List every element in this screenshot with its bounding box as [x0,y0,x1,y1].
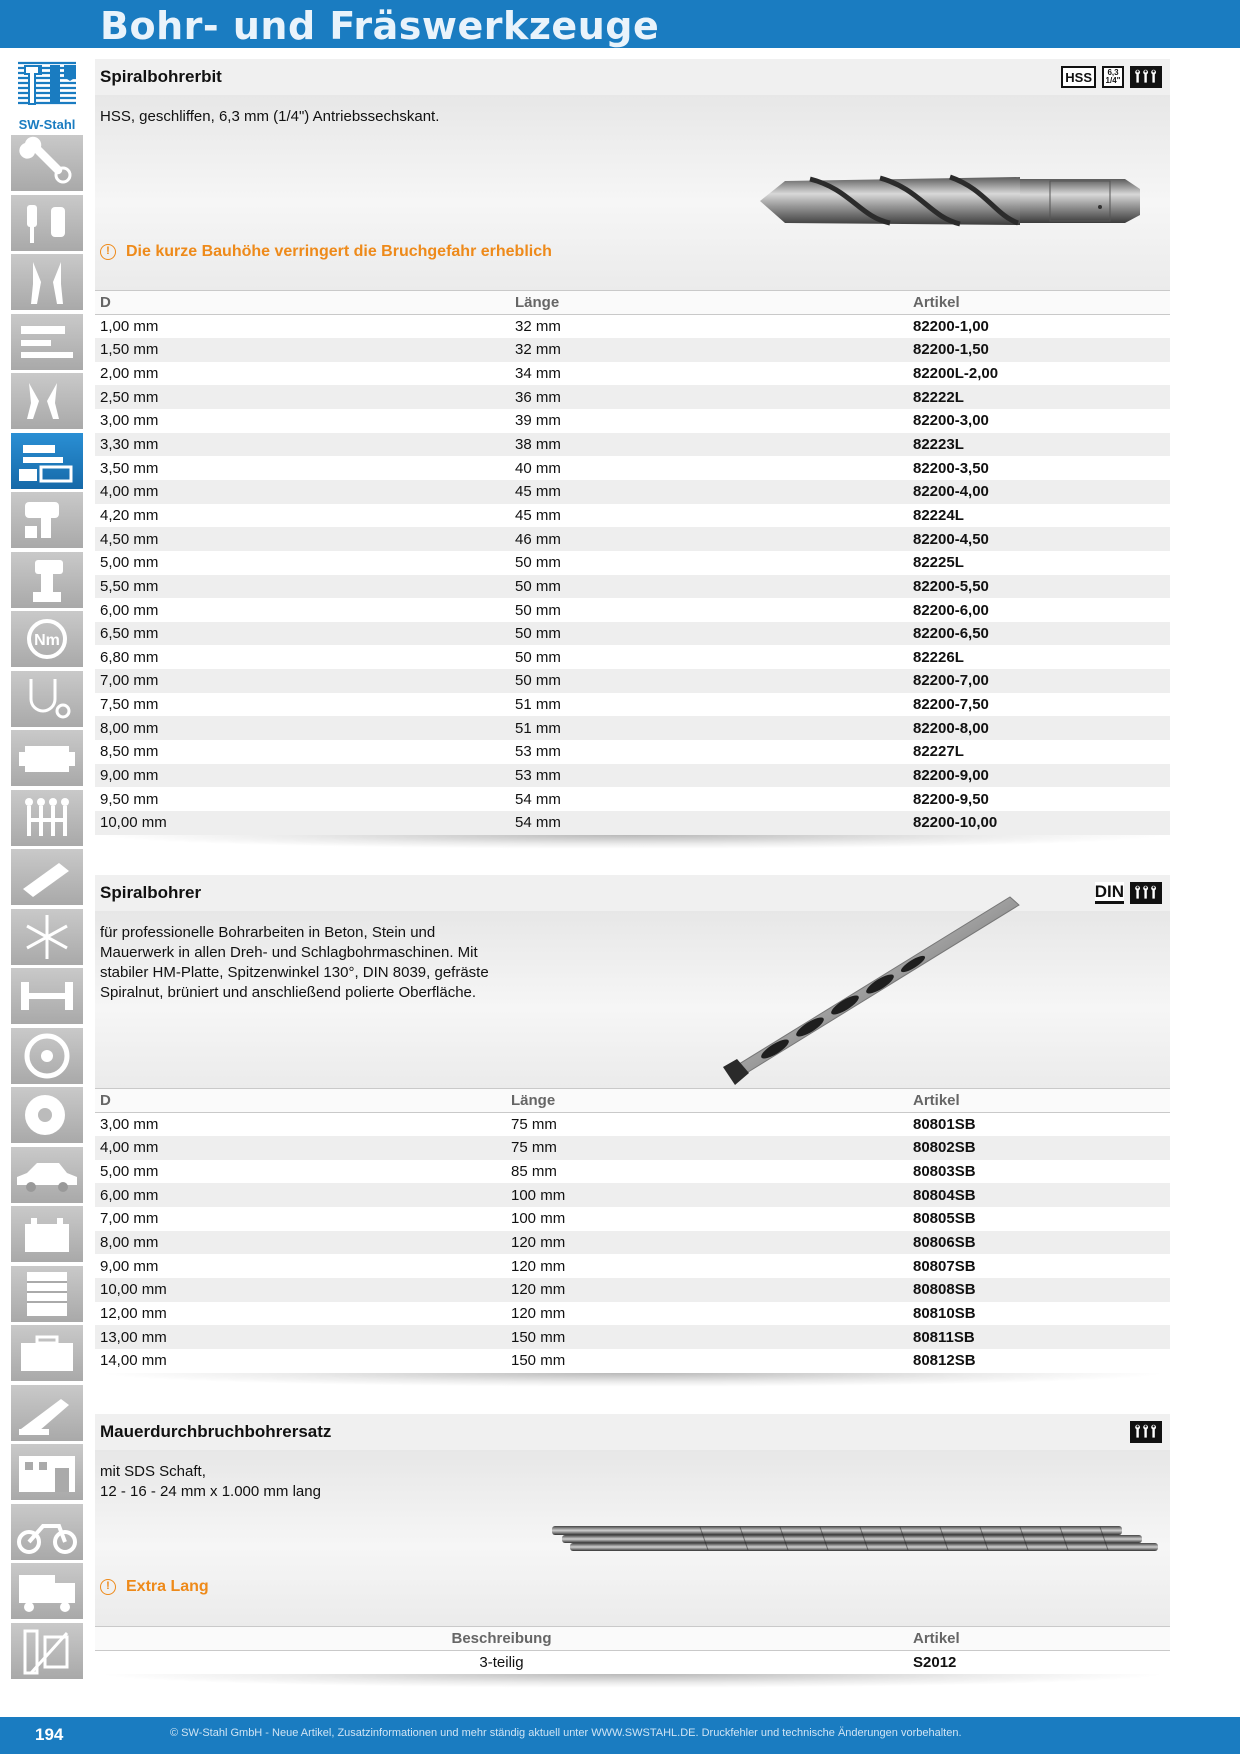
sidebar-item-tool-cabinet[interactable] [11,1266,83,1322]
engine-icon [11,730,83,786]
table-cell: 36 mm [510,385,908,409]
table-cell: 4,20 mm [95,504,510,528]
masonry-drill-image [715,889,1035,1089]
description-line-2: 12 - 16 - 24 mm x 1.000 mm lang [100,1483,321,1500]
sidebar-item-motorcycle[interactable] [11,1504,83,1560]
table-cell: 75 mm [506,1113,908,1137]
article-number-cell: 80803SB [908,1160,1170,1184]
table-cell: 1,50 mm [95,338,510,362]
table-cell: 7,00 mm [95,669,510,693]
column-header-artikel: Artikel [908,291,1170,315]
article-number-cell: 82200-10,00 [908,811,1170,835]
section-body [95,95,1170,290]
article-number-cell: 82200-9,50 [908,787,1170,811]
table-cell: 34 mm [510,362,908,386]
article-number-cell: 80811SB [908,1325,1170,1349]
table-cell: 40 mm [510,456,908,480]
exhaust-icon [11,849,83,905]
article-number-cell: 82222L [908,385,1170,409]
special-tools-icon [11,1623,83,1679]
sidebar-item-screwdriver[interactable] [11,195,83,251]
table-cell: 100 mm [506,1183,908,1207]
page-header [0,0,1240,48]
article-number-cell: 82200-1,00 [908,315,1170,339]
product-description: HSS, geschliffen, 6,3 mm (1/4") Antriebssechskant. [100,108,440,125]
section-badges [1095,882,1162,904]
table-row [95,1302,1170,1326]
product-description: für professionelle Bohrarbeiten in Beton, Stein und Mauerwerk in allen Dreh- und Schlagbohrmaschinen. Mit stabiler HM-Platte, Spitzenwinkel 130°, DIN 8039, gefräste Spiralnut, brüniert und anschließend polierte Oberfläche. [100,924,489,1001]
table-cell: 5,00 mm [95,1160,506,1184]
table-cell: 9,50 mm [95,787,510,811]
sidebar-item-engine[interactable] [11,730,83,786]
table-row [95,1651,1170,1675]
article-number-cell: 82200-1,50 [908,338,1170,362]
table-cell: 32 mm [510,315,908,339]
info-note [100,243,552,261]
page-title: Bohr- und Fräswerkzeuge [100,4,660,48]
table-cell: 46 mm [510,527,908,551]
table-cell: 51 mm [510,716,908,740]
table-row [95,1113,1170,1137]
table-row [95,385,1170,409]
sidebar-item-exhaust[interactable] [11,849,83,905]
professional-tools-icon [1130,1421,1162,1443]
table-row [95,740,1170,764]
table-cell: 1,00 mm [95,315,510,339]
table-cell: 120 mm [506,1254,908,1278]
motorcycle-icon [11,1504,83,1560]
column-header-laenge: Länge [506,1089,908,1113]
table-row [95,527,1170,551]
drill-bits-icon [11,433,83,489]
sidebar-item-car-jack[interactable] [11,1385,83,1441]
sidebar-item-drill-bits[interactable] [11,433,83,489]
table-cell: 4,50 mm [95,527,510,551]
article-number-cell: 80810SB [908,1302,1170,1326]
pliers-icon [11,254,83,310]
tool-cabinet-icon [11,1266,83,1322]
hammer-icon [11,314,83,370]
article-number-cell: 80805SB [908,1207,1170,1231]
table-cell: 14,00 mm [95,1349,506,1373]
article-number-cell: 80807SB [908,1254,1170,1278]
section-shadow [95,835,1170,849]
table-row [95,1325,1170,1349]
table-cell: 120 mm [506,1302,908,1326]
table-cell: 45 mm [510,504,908,528]
hss-badge [1061,66,1096,88]
article-number-cell: 82200L-2,00 [908,362,1170,386]
table-cell: 120 mm [506,1231,908,1255]
page-number: 194 [35,1725,64,1744]
table-cell: 75 mm [506,1136,908,1160]
sidebar-item-battery[interactable] [11,1206,83,1262]
table-cell: 54 mm [510,811,908,835]
table-row [95,622,1170,646]
workshop-icon [11,1444,83,1500]
table-cell: 50 mm [510,645,908,669]
sidebar-item-toolbox[interactable] [11,1325,83,1381]
table-cell: 10,00 mm [95,1278,506,1302]
article-number-cell: S2012 [908,1651,1170,1675]
table-cell: 50 mm [510,551,908,575]
sidebar-item-wrench[interactable] [11,135,83,191]
article-number-cell: 82200-3,00 [908,409,1170,433]
table-row [95,456,1170,480]
section-badges [1061,66,1162,88]
table-cell: 3,30 mm [95,433,510,457]
professional-tools-icon [1130,882,1162,904]
description-line-1: mit SDS Schaft, [100,1463,206,1480]
article-number-cell: 82200-4,00 [908,480,1170,504]
table-row [95,764,1170,788]
table-cell: 7,50 mm [95,693,510,717]
section-body [95,1450,1170,1626]
column-header-artikel: Artikel [908,1627,1170,1651]
battery-icon [11,1206,83,1262]
table-row [95,1349,1170,1373]
article-number-cell: 80812SB [908,1349,1170,1373]
column-header-d: D [95,1089,506,1113]
table-row [95,645,1170,669]
table-row [95,1183,1170,1207]
section-title: Spiralbohrer [100,883,202,902]
car-body-icon [11,1147,83,1203]
table-row [95,1136,1170,1160]
section-header [95,1414,1170,1450]
article-number-cell: 82200-4,50 [908,527,1170,551]
table-cell: 13,00 mm [95,1325,506,1349]
sidebar-item-axle[interactable] [11,968,83,1024]
article-number-cell: 80804SB [908,1183,1170,1207]
table-cell: 8,00 mm [95,716,510,740]
table-row [95,598,1170,622]
article-table [95,1088,1170,1373]
table-row [95,338,1170,362]
table-row [95,787,1170,811]
table-row [95,693,1170,717]
column-header-d: D [95,291,510,315]
product-section-mauerdurchbruchbohrersatz [95,1414,1170,1688]
article-number-cell: 82200-6,00 [908,598,1170,622]
product-section-spiralbohrer [95,875,1170,1387]
table-cell: 32 mm [510,338,908,362]
section-shadow [95,1674,1170,1688]
table-cell: 50 mm [510,669,908,693]
table-row [95,504,1170,528]
table-cell: 50 mm [510,598,908,622]
table-cell: 53 mm [510,740,908,764]
article-number-cell: 82227L [908,740,1170,764]
axle-icon [11,968,83,1024]
table-cell: 3,00 mm [95,1113,506,1137]
table-row [95,1231,1170,1255]
table-header-row [95,291,1170,315]
exclamation-icon: ! [100,244,116,260]
impact-wrench-icon [11,492,83,548]
table-cell: 54 mm [510,787,908,811]
table-cell: 3,00 mm [95,409,510,433]
table-row [95,362,1170,386]
article-number-cell: 82225L [908,551,1170,575]
table-cell: 6,00 mm [95,1183,506,1207]
table-cell: 100 mm [506,1207,908,1231]
section-header [95,59,1170,95]
table-cell: 51 mm [510,693,908,717]
column-header-beschreibung: Beschreibung [95,1627,908,1651]
brand-logo[interactable] [10,57,84,135]
column-header-laenge: Länge [510,291,908,315]
table-cell: 50 mm [510,622,908,646]
note-text: Die kurze Bauhöhe verringert die Bruchgefahr erheblich [126,243,552,260]
drill-bit-image [740,167,1165,235]
sidebar-item-cutter[interactable] [11,373,83,429]
product-description [100,1462,520,1502]
truck-icon [11,1563,83,1619]
table-header-row [95,1627,1170,1651]
table-row [95,480,1170,504]
table-row [95,551,1170,575]
table-cell: 10,00 mm [95,811,510,835]
article-number-cell: 82200-9,00 [908,764,1170,788]
torque-icon [11,611,83,667]
table-cell: 45 mm [510,480,908,504]
sidebar-item-stethoscope[interactable] [11,671,83,727]
sidebar-item-cordless-drill[interactable] [11,552,83,608]
category-sidebar [10,57,84,1682]
table-cell: 8,00 mm [95,1231,506,1255]
sidebar-item-impact-wrench[interactable] [11,492,83,548]
hex-size-label: 6,3 [1107,68,1119,77]
table-row [95,1160,1170,1184]
svg-text:Nm: Nm [34,632,60,649]
table-cell: 38 mm [510,433,908,457]
table-cell: 150 mm [506,1325,908,1349]
table-cell: 9,00 mm [95,764,510,788]
hex-shank-badge [1102,66,1124,88]
article-table [95,290,1170,835]
long-drill-set-image [550,1522,1160,1558]
toolbox-icon [11,1325,83,1381]
table-row [95,575,1170,599]
product-section-spiralbohrerbit [95,59,1170,849]
car-jack-icon [11,1385,83,1441]
stethoscope-icon [11,671,83,727]
sidebar-item-gearshift[interactable] [11,790,83,846]
din-badge: DIN [1095,882,1124,904]
table-cell: 8,50 mm [95,740,510,764]
table-cell: 120 mm [506,1278,908,1302]
section-body [95,911,1170,1088]
table-row [95,433,1170,457]
article-number-cell: 82200-7,00 [908,669,1170,693]
table-cell: 7,00 mm [95,1207,506,1231]
footer-text: © SW-Stahl GmbH - Neue Artikel, Zusatzinformationen und mehr ständig aktuell unter WWW.SWSTAHL.DE. Druckfehler und technische Änderungen vorbehalten. [170,1727,962,1739]
table-row [95,1254,1170,1278]
brake-disc-icon [11,1087,83,1143]
article-number-cell: 82200-7,50 [908,693,1170,717]
screwdriver-icon [11,195,83,251]
sidebar-item-special-tools[interactable] [11,1623,83,1679]
table-cell: 6,80 mm [95,645,510,669]
article-number-cell: 82226L [908,645,1170,669]
hex-inch-label: 1/4" [1105,76,1121,85]
table-row [95,1278,1170,1302]
exclamation-icon: ! [100,1579,116,1595]
table-cell: 3,50 mm [95,456,510,480]
cordless-drill-icon [11,552,83,608]
sidebar-item-hammer[interactable] [11,314,83,370]
sidebar-item-pliers[interactable] [11,254,83,310]
table-cell: 4,00 mm [95,1136,506,1160]
note-text: Extra Lang [126,1578,209,1595]
table-row [95,669,1170,693]
table-cell: 5,00 mm [95,551,510,575]
logo-mark-icon [14,59,80,113]
table-cell: 4,00 mm [95,480,510,504]
section-title: Mauerdurchbruchbohrersatz [100,1422,332,1441]
cutter-icon [11,373,83,429]
snowflake-icon [11,909,83,965]
section-badges [1130,1421,1162,1443]
wrench-icon [11,135,83,191]
table-row [95,1207,1170,1231]
table-row [95,716,1170,740]
logo-text: SW-Stahl [18,117,76,132]
article-number-cell: 80806SB [908,1231,1170,1255]
sidebar-item-brake-disc[interactable] [11,1087,83,1143]
article-number-cell: 80801SB [908,1113,1170,1137]
table-cell: 50 mm [510,575,908,599]
table-cell: 6,00 mm [95,598,510,622]
sidebar-item-snowflake[interactable] [11,909,83,965]
table-cell: 12,00 mm [95,1302,506,1326]
table-row [95,409,1170,433]
table-cell: 53 mm [510,764,908,788]
table-cell: 3-teilig [95,1651,908,1675]
table-cell: 85 mm [506,1160,908,1184]
table-row [95,811,1170,835]
article-number-cell: 80802SB [908,1136,1170,1160]
article-number-cell: 82223L [908,433,1170,457]
section-shadow [95,1373,1170,1387]
info-note [100,1578,209,1596]
article-number-cell: 82200-8,00 [908,716,1170,740]
table-cell: 6,50 mm [95,622,510,646]
sidebar-item-torque[interactable] [11,611,83,667]
sidebar-item-workshop[interactable] [11,1444,83,1500]
hss-badge-label: HSS [1065,69,1092,85]
table-cell: 2,00 mm [95,362,510,386]
section-title: Spiralbohrerbit [100,67,222,86]
table-cell: 5,50 mm [95,575,510,599]
professional-tools-icon [1130,66,1162,88]
article-number-cell: 80808SB [908,1278,1170,1302]
table-cell: 150 mm [506,1349,908,1373]
article-number-cell: 82200-6,50 [908,622,1170,646]
wheel-icon [11,1028,83,1084]
column-header-artikel: Artikel [908,1089,1170,1113]
table-cell: 2,50 mm [95,385,510,409]
sidebar-item-wheel[interactable] [11,1028,83,1084]
sidebar-item-truck[interactable] [11,1563,83,1619]
page-footer [0,1717,1240,1754]
article-table [95,1626,1170,1674]
gearshift-icon [11,790,83,846]
sidebar-item-car-body[interactable] [11,1147,83,1203]
table-header-row [95,1089,1170,1113]
article-number-cell: 82200-3,50 [908,456,1170,480]
table-cell: 9,00 mm [95,1254,506,1278]
article-number-cell: 82224L [908,504,1170,528]
table-cell: 39 mm [510,409,908,433]
article-number-cell: 82200-5,50 [908,575,1170,599]
table-row [95,315,1170,339]
